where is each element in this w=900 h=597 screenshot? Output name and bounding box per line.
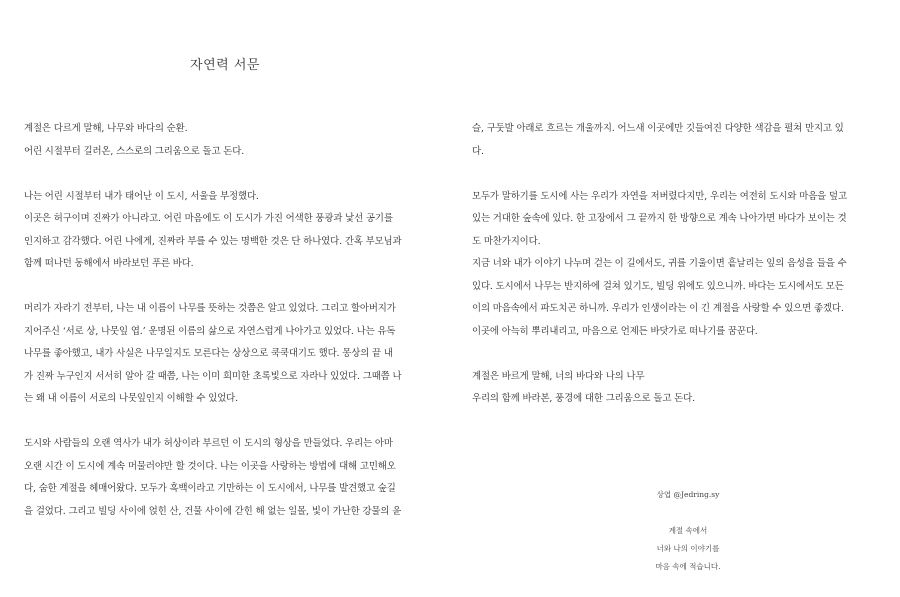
paragraph [24,186,436,276]
paragraph-gap [472,163,886,186]
text-line: 있다. 도시에서 나무는 반지하에 걸쳐 있기도, 빌딩 위에도 있으니까. 바다는 도시에서도 모든 [472,280,844,292]
text-line: 지금 너와 내가 이야기 나누며 걷는 이 길에서도, 귀를 기울이면 흩날리는 잎의 음성을 들을 수 [472,258,847,269]
text-line: 있는 거대한 숲속에 있다. 한 고장에서 그 끝까지 한 방향으로 계속 나아가면 바다가 보이는 것 [472,213,847,224]
text-line: 나는 어린 시절부터 내가 태어난 이 도시, 서울을 부정했다. [24,190,259,202]
text-line: 도 마찬가지이다. [472,235,541,247]
colophon-line: 계절 속에서 [668,526,708,535]
colophon-line: 마음 속에 적습니다. [655,562,721,571]
colophon [598,486,778,576]
text-line: 인지하고 감각했다. 어린 나에게, 진짜라 부를 수 있는 명백한 것은 단 하나였다. 간혹 부모님과 [24,235,402,247]
text-line: 머리가 자라기 전부터, 나는 내 이름이 나무를 뜻하는 것쯤은 알고 있었다. 그리고 할아버지가 [24,303,396,314]
text-line: 는 왜 내 이름이 서로의 나뭇잎인지 이해할 수 있었다. [24,393,239,404]
paragraph-gap [472,343,886,366]
paragraph [472,118,886,163]
text-line: 이곳은 허구이며 진짜가 아니라고. 어린 마음에도 이 도시가 가진 어색한 풍광과 낯선 공기를 [24,213,393,224]
text-line: 오랜 시간 이 도시에 계속 머물러야만 할 것이다. 나는 이곳을 사랑하는 방법에 대해 고민해오 [24,460,396,472]
paragraph [24,118,436,163]
text-line: 나무를 좋아했고, 내가 사실은 나무일지도 모른다는 상상으로 쿡쿡대기도 했다. 몽상의 끝 내 [24,348,393,359]
text-line: 슬, 구둣발 아래로 흐르는 개울까지. 어느새 이곳에만 깃들여진 다양한 색감을 펼쳐 만지고 있 [472,123,844,134]
left-column [24,118,436,523]
text-line: 이의 마음속에서 파도치곤 하니까. 우리가 인생이라는 이 긴 계절을 사랑할 수 있으면 좋겠다. [472,303,844,314]
text-line: 을 걸었다. 그리고 빌딩 사이에 얹힌 산, 건물 사이에 갇힌 해 없는 일몰, 빛이 가난한 강물의 윤 [24,505,402,517]
text-line: 도시와 사람들의 오랜 역사가 내가 허상이라 부르던 이 도시의 형상을 만들었다. 우리는 아마 [24,438,393,449]
text-line: 다. [472,145,484,157]
paragraph [24,298,436,411]
paragraph-gap [24,411,436,434]
page-title: 자연력 서문 [190,58,260,73]
text-line: 계절은 바르게 말해, 너의 바다와 나의 나무 [472,370,645,382]
text-line: 다, 숨한 계절을 헤매어왔다. 모두가 흑백이라고 기만하는 이 도시에서, 나무를 발견했고 숲길 [24,483,396,494]
text-line: 가 진짜 누구인지 서서히 알아 갈 때쯤, 나는 이미 희미한 초록빛으로 자라나 있었다. 그때쯤 나 [24,370,402,382]
paragraph [24,433,436,523]
paragraph [472,186,886,344]
paragraph [472,366,886,411]
colophon-line: 너와 나의 이야기를 [656,544,720,553]
text-line: 함께 떠나던 동해에서 바라보던 푸른 바다. [24,258,194,269]
text-line: 모두가 말하기를 도시에 사는 우리가 자연을 저버렸다지만, 우리는 여전히 도시와 마음을 덮고 [472,190,847,202]
text-line: 우리의 함께 바라본, 풍경에 대한 그리움으로 돌고 돈다. [472,393,695,404]
paragraph-gap [24,276,436,299]
paragraph-gap [24,163,436,186]
right-column [472,118,886,411]
text-line: 지어주신 ‘서로 상, 나뭇잎 엽.’ 운명된 이름의 삶으로 자연스럽게 나아가고 있었다. 나는 유독 [24,325,396,337]
text-line: 이곳에 아늑히 뿌리내리고, 마음으로 언제든 바닷가로 떠나기를 꿈꾼다. [472,325,758,337]
text-line: 어린 시절부터 길러온, 스스로의 그리움으로 돌고 돈다. [24,145,245,157]
text-line: 계절은 다르게 말해, 나무와 바다의 순환. [24,123,188,134]
author-credit: 상엽 @Jedring.sy [656,490,720,499]
